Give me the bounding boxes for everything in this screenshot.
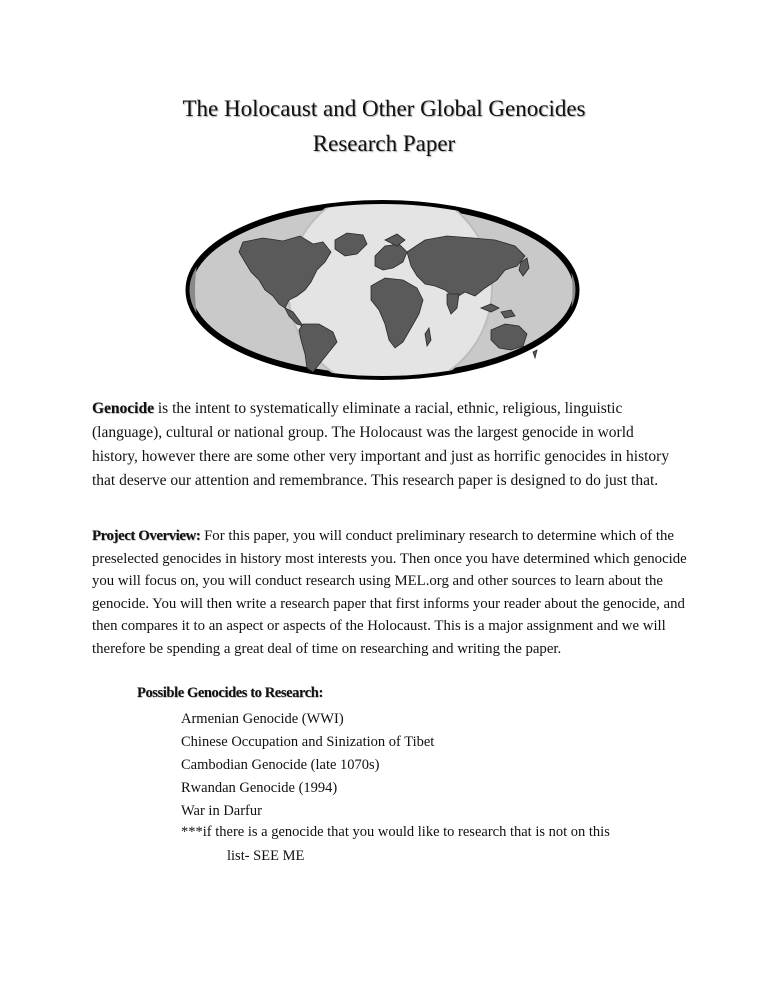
list-item: Chinese Occupation and Sinization of Tibet [181, 734, 435, 750]
list-item: Armenian Genocide (WWI) [181, 711, 344, 727]
list-item: Rwandan Genocide (1994) [181, 780, 338, 796]
paragraph-lead-project-overview: Project Overview: [92, 528, 201, 544]
genocide-list [181, 708, 681, 823]
paragraph-text: For this paper, you will conduct preliminary research to determine which of the preselected genocides in history most interests you. Then once you have determined which genocide you will focus on, you will conduct research using MEL.org and other sources to learn about the genocide. You will then write a research paper that first informs your reader about the genocide, and then compares it to an aspect or aspects of the Holocaust. This is a major assignment and we will therefore be spending a great deal of time on researching and writing the paper. [92, 528, 687, 657]
list-item: War in Darfur [181, 803, 262, 819]
world-map-globe-icon [185, 200, 580, 380]
note-line: ***if there is a genocide that you would like to research that is not on this [181, 824, 610, 840]
list-heading: Possible Genocides to Research: [137, 685, 323, 701]
paragraph-lead-genocide: Genocide [92, 400, 154, 417]
note-line-continued: list- SEE ME [227, 848, 305, 864]
document-title: The Holocaust and Other Global Genocides [182, 96, 586, 121]
genocide-definition-paragraph [92, 397, 682, 493]
list-item: Cambodian Genocide (late 1070s) [181, 757, 380, 773]
document-subtitle: Research Paper [312, 131, 456, 156]
project-overview-paragraph [92, 525, 692, 661]
paragraph-text: is the intent to systematically eliminate a racial, ethnic, religious, linguistic (language), cultural or national group. The Holocaust was the largest genocide in world history, however there are some other very important and just as horrific genocides in history that deserve our attention and remembrance. This research paper is designed to do just that. [92, 400, 670, 489]
